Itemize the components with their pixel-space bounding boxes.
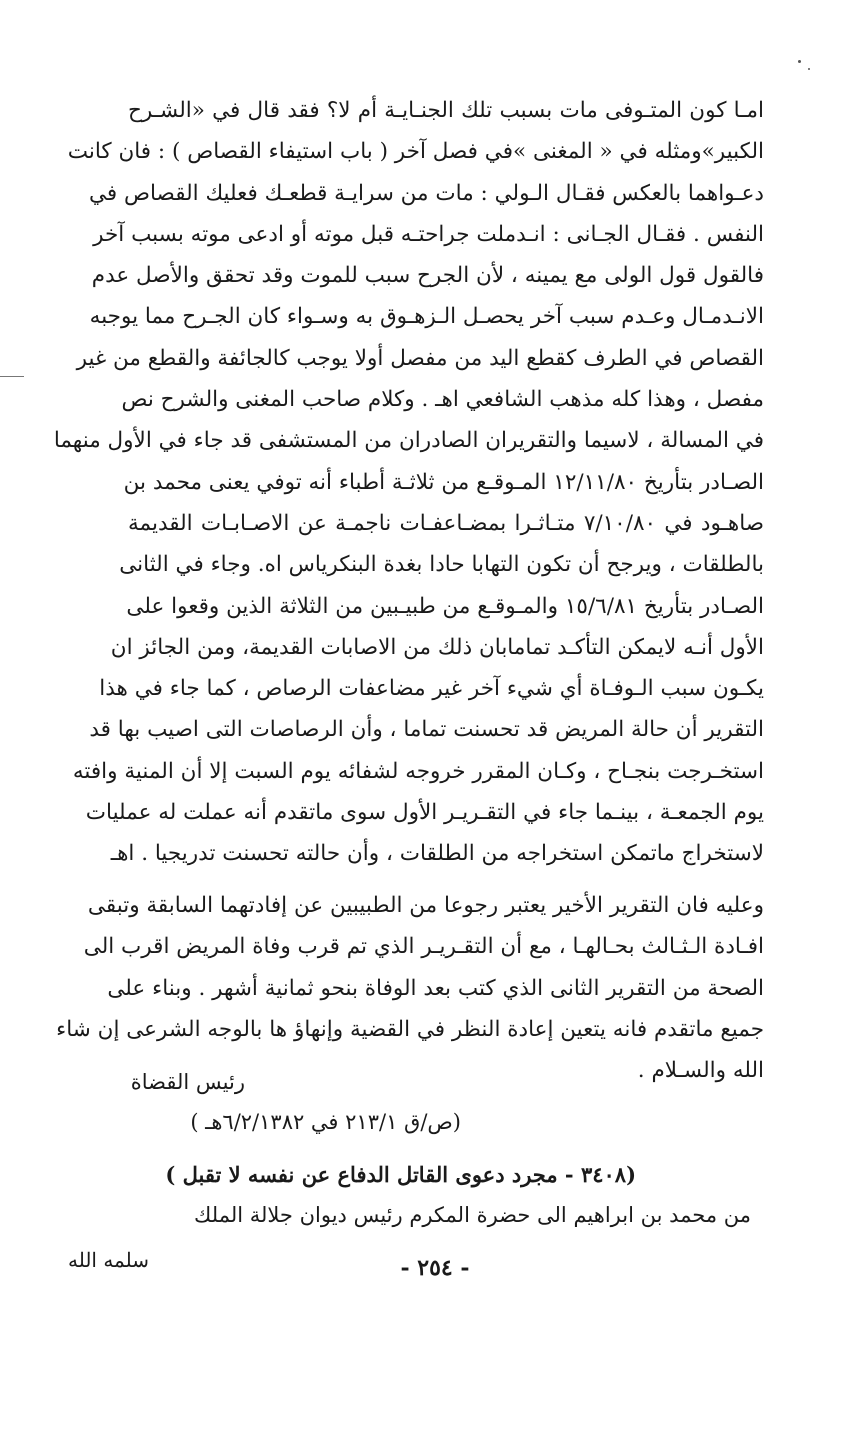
text-line: الأول أنـه لايمكن التأكـد تمامابان ذلك من الاصابات القديمة، ومن الجائز ان (110, 634, 764, 660)
text-line: دعـواهما بالعكس فقـال الـولي : مات من سرايـة قطعـك فعليك القصاص في (88, 180, 764, 206)
text-line: الصـادر بتأريخ ١٥/٦/٨١ والمـوقـع من طبيـبين من الثلاثة الذين وقعوا على (126, 593, 764, 619)
text-line: الله والسـلام . (637, 1058, 764, 1084)
text-line: في المسالة ، لاسيما والتقريران الصادران من المستشفى قد جاء في الأول منهما (53, 428, 764, 454)
document-reference: (ص/ق ٢١٣/١ في ٦/٢/١٣٨٢هـ ) (190, 1110, 461, 1134)
scan-speck (798, 60, 801, 63)
text-line: فالقول قول الولى مع يمينه ، لأن الجرح سبب للموت وقد تحقق والأصل عدم (91, 263, 764, 289)
text-line: القصاص في الطرف كقطع اليد من مفصل أولا يوجب كالجائفة والقطع من غير (76, 345, 764, 371)
text-line: مفصل ، وهذا كله مذهب الشافعي اهـ . وكلام صاحب المغنى والشرح نص (121, 387, 764, 413)
text-line: بالطلقات ، ويرجح أن تكون التهابا حادا بغدة البنكرياس اه. وجاء في الثانى (119, 552, 764, 578)
text-line: يكـون سبب الـوفـاة أي شيء آخر غير مضاعفات الرصاص ، كما جاء في هذا (99, 676, 764, 702)
text-line: استخـرجت بنجـاح ، وكـان المقرر خروجه لشفائه يوم السبت إلا أن المنية وافته (72, 758, 764, 784)
text-line: الكبير»ومثله في « المغنى »في فصل آخر ( باب استيفاء القصاص ) : فان كانت (67, 139, 764, 165)
text-line: صاهـود في ٧/١٠/٨٠ متـاثـرا بمضـاعفـات ناجمـة عن الاصـابـات القديمة (128, 510, 764, 536)
text-line: الانـدمـال وعـدم سبب آخر يحصـل الـزهـوق به وسـواء كان الجـرح مما يوجبه (89, 304, 764, 330)
scan-speck (808, 68, 810, 70)
text-line: امـا كون المتـوفى مات بسبب تلك الجنـايـة أم لا؟ فقد قال في «الشـرح (128, 98, 764, 123)
salutation: سلمه الله (67, 1248, 149, 1272)
paragraph-2 (56, 885, 764, 1091)
text-line: يوم الجمعـة ، بينـما جاء في التقـريـر الأول سوى ماتقدم أنه عملت له عمليات (85, 800, 764, 826)
text-line: الصحة من التقرير الثانى الذي كتب بعد الوفاة بنحو ثمانية أشهر . وبناء على (107, 975, 764, 1001)
page-number: - ٢٥٤ - (400, 1255, 470, 1281)
text-line: النفس . فقـال الجـانى : انـدملت جراحتـه قبل موته أو ادعى موته بسبب آخر (93, 221, 764, 247)
margin-mark (0, 376, 24, 377)
text-line: افـادة الـثـالث بحـالهـا ، مع أن التقـريـر الذي تم قرب وفاة المريض اقرب الى (83, 934, 764, 960)
text-line: لاستخراج ماتمكن استخراجه من الطلقات ، وأن حالته تحسنت تدريجيا . اهـ (110, 841, 764, 867)
text-line: جميع ماتقدم فانه يتعين إعادة النظر في القضية وإنهاؤ ها بالوجه الشرعى إن شاء (56, 1016, 764, 1042)
signature-title: رئيس القضاة (130, 1070, 245, 1094)
section-heading: (٣٤٠٨ - مجرد دعوى القاتل الدفاع عن نفسه لا تقبل ) (165, 1162, 636, 1187)
text-line: الصـادر بتأريخ ١٢/١١/٨٠ المـوقـع من ثلاثـة أطباء أنه توفي يعنى محمد بن (123, 469, 764, 495)
letter-opening: من محمد بن ابراهيم الى حضرة المكرم رئيس ديوان جلالة الملك (194, 1203, 751, 1227)
text-line: التقرير أن حالة المريض قد تحسنت تماما ، وأن الرصاصات التى اصيب بها قد (89, 717, 764, 743)
text-line: وعليه فان التقرير الأخير يعتبر رجوعا من الطبيبين عن إفادتهما السابقة وتبقى (87, 893, 764, 918)
paragraph-1 (53, 90, 764, 875)
